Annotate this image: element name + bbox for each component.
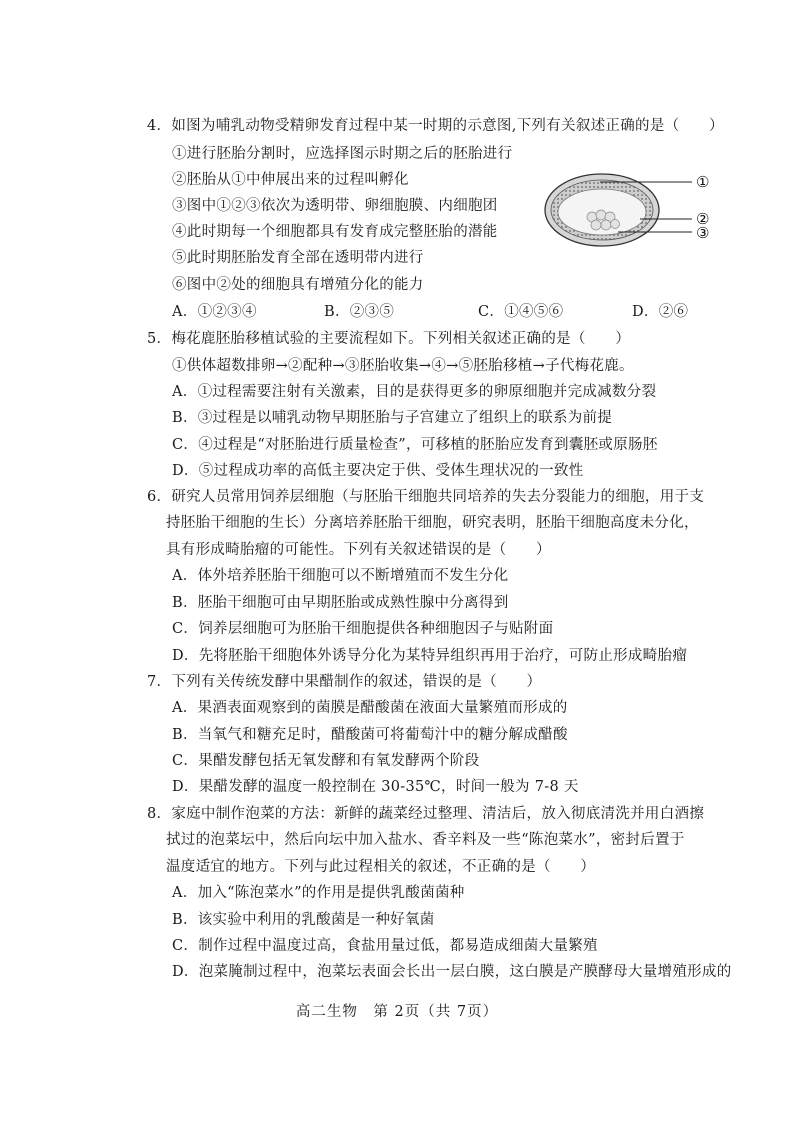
q6-option-c: C．饲养层细胞可为胚胎干细胞提供各种细胞因子与贴附面 xyxy=(172,621,554,637)
q7-stem: 7．下列有关传统发酵中果醋制作的叙述，错误的是（ ） xyxy=(147,674,542,690)
q6-option-d: D．先将胚胎干细胞体外诱导分化为某特异组织再用于治疗，可防止形成畸胎瘤 xyxy=(172,648,688,664)
q8-stem-line-2: 拭过的泡菜坛中，然后向坛中加入盐水、香辛料及一些“陈泡菜水”，密封后置于 xyxy=(166,832,685,848)
q4-item-5: ⑤此时期胚胎发育全部在透明带内进行 xyxy=(172,250,424,266)
q8-stem-line-3: 温度适宜的地方。下列与此过程相关的叙述，不正确的是（ ） xyxy=(166,859,596,875)
q6-stem-line-2: 持胚胎干细胞的生长）分离培养胚胎干细胞，研究表明，胚胎干细胞高度未分化， xyxy=(166,515,699,531)
q4-item-3: ③图中①②③依次为透明带、卵细胞膜、内细胞团 xyxy=(172,198,498,214)
fig-label-1: ① xyxy=(696,173,710,191)
q6-stem-line-1: 6．研究人员常用饲养层细胞（与胚胎干细胞共同培养的失去分裂能力的细胞，用于支 xyxy=(147,489,705,505)
q4-item-6: ⑥图中②处的细胞具有增殖分化的能力 xyxy=(172,277,424,293)
q4-item-2: ②胚胎从①中伸展出来的过程叫孵化 xyxy=(172,172,409,188)
q7-option-b: B．当氧气和糖充足时，醋酸菌可将葡萄汁中的糖分解成醋酸 xyxy=(172,727,568,743)
q6-stem-line-3: 具有形成畸胎瘤的可能性。下列有关叙述错误的是（ ） xyxy=(166,542,551,558)
q7-option-a: A．果酒表面观察到的菌膜是醋酸菌在液面大量繁殖而形成的 xyxy=(172,700,568,716)
q4-item-1: ①进行胚胎分割时，应选择图示时期之后的胚胎进行 xyxy=(172,146,513,162)
q4-option-a: A．①②③④ xyxy=(172,304,257,320)
q5-flow: ①供体超数排卵→②配种→③胚胎收集→④→⑤胚胎移植→子代梅花鹿。 xyxy=(172,358,634,374)
q8-stem-line-1: 8．家庭中制作泡菜的方法：新鲜的蔬菜经过整理、清洁后，放入彻底清洗并用白酒擦 xyxy=(147,806,705,822)
q4-option-b: B．②③⑤ xyxy=(324,304,395,320)
q5-option-c: C．④过程是“对胚胎进行质量检查”，可移植的胚胎应发育到囊胚或原肠胚 xyxy=(172,437,658,453)
q4-option-d: D．②⑥ xyxy=(632,304,689,320)
fig-label-2: ② xyxy=(696,210,710,228)
q4-stem: 4．如图为哺乳动物受精卵发育过程中某一时期的示意图,下列有关叙述正确的是（ ） xyxy=(147,118,724,134)
q5-option-a: A．①过程需要注射有关激素，目的是获得更多的卵原细胞并完成减数分裂 xyxy=(172,384,657,400)
blastocyst-figure xyxy=(540,165,730,255)
q4-option-c: C．①④⑤⑥ xyxy=(478,304,564,320)
page-footer: 高二生物 第 2页（共 7页） xyxy=(295,1004,499,1020)
q5-option-b: B．③过程是以哺乳动物早期胚胎与子宫建立了组织上的联系为前提 xyxy=(172,410,613,426)
q8-option-d: D．泡菜腌制过程中，泡菜坛表面会长出一层白膜，这白膜是产膜酵母大量增殖形成的 xyxy=(172,964,732,980)
fig-label-3: ③ xyxy=(696,224,710,242)
q4-item-4: ④此时期每一个细胞都具有发育成完整胚胎的潜能 xyxy=(172,224,498,240)
blastocyst-drawing xyxy=(545,174,692,246)
q6-option-b: B．胚胎干细胞可由早期胚胎或成熟性腺中分离得到 xyxy=(172,595,509,611)
q8-option-a: A．加入“陈泡菜水”的作用是提供乳酸菌菌种 xyxy=(172,885,465,901)
q6-option-a: A．体外培养胚胎干细胞可以不断增殖而不发生分化 xyxy=(172,568,509,584)
q7-option-d: D．果醋发酵的温度一般控制在 30-35℃，时间一般为 7-8 天 xyxy=(172,779,579,795)
q5-option-d: D．⑤过程成功率的高低主要决定于供、受体生理状况的一致性 xyxy=(172,463,584,479)
q8-option-c: C．制作过程中温度过高，食盐用量过低，都易造成细菌大量繁殖 xyxy=(172,938,598,954)
q5-stem: 5．梅花鹿胚胎移植试验的主要流程如下。下列相关叙述正确的是（ ） xyxy=(147,331,631,347)
q8-option-b: B．该实验中利用的乳酸菌是一种好氧菌 xyxy=(172,912,435,928)
q7-option-c: C．果醋发酵包括无氧发酵和有氧发酵两个阶段 xyxy=(172,753,480,769)
